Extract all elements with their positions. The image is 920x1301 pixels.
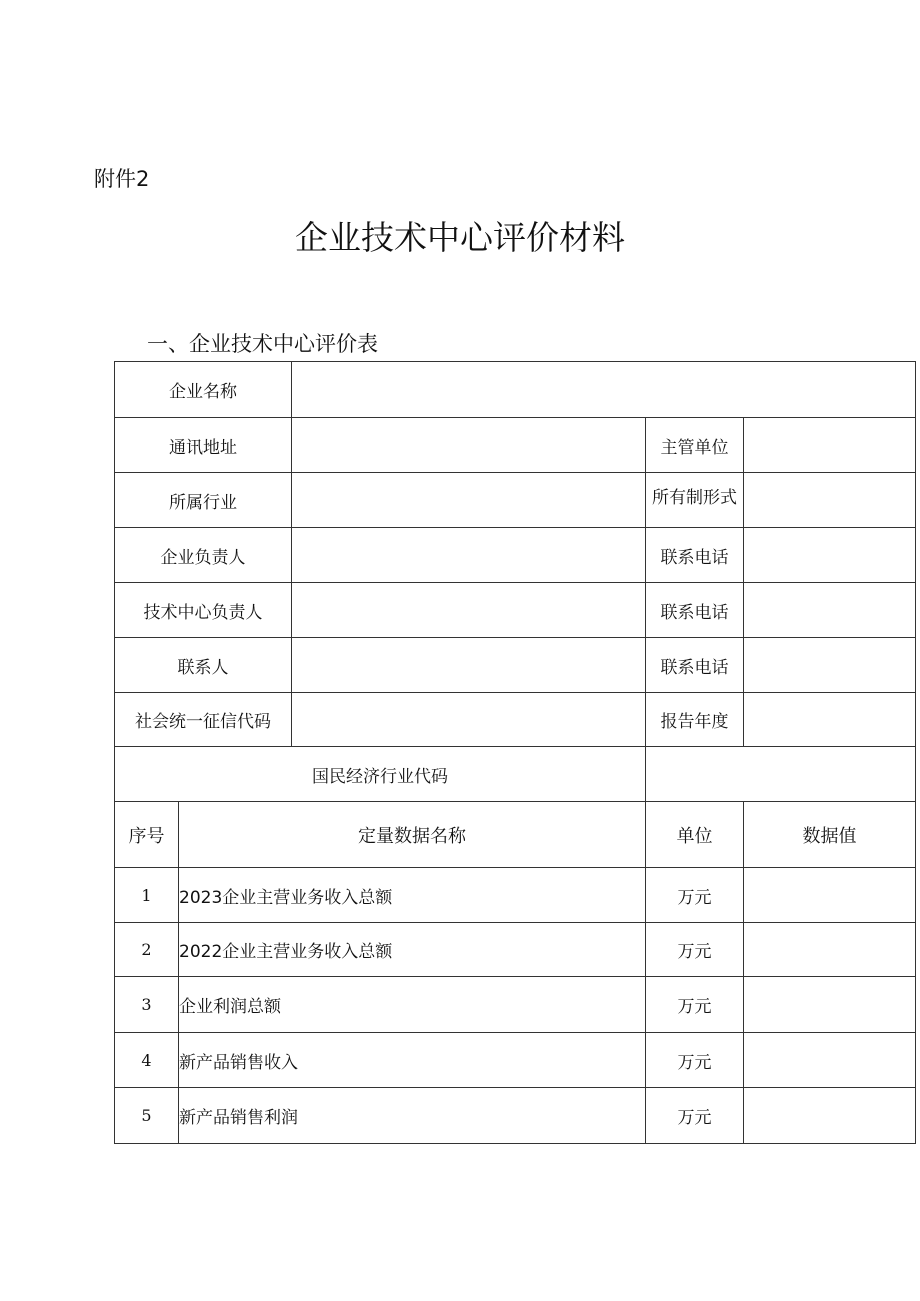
table-row	[115, 923, 916, 977]
row-unit: 万元	[646, 977, 744, 1033]
row-unit: 万元	[646, 868, 744, 923]
row-value-field[interactable]	[744, 977, 916, 1033]
row-industry	[115, 473, 916, 528]
row-company-name	[115, 362, 916, 418]
row-value-field[interactable]	[744, 923, 916, 977]
field-company-name[interactable]	[292, 362, 916, 418]
row-unit: 万元	[646, 1033, 744, 1088]
field-phone-2[interactable]	[744, 583, 916, 638]
field-report-year[interactable]	[744, 693, 916, 747]
field-credit-code[interactable]	[292, 693, 646, 747]
label-industry: 所属行业	[115, 473, 292, 528]
field-address[interactable]	[292, 418, 646, 473]
field-tech-head[interactable]	[292, 583, 646, 638]
field-ownership[interactable]	[744, 473, 916, 528]
label-contact-person: 联系人	[115, 638, 292, 693]
label-tech-head: 技术中心负责人	[115, 583, 292, 638]
row-name: 新产品销售利润	[179, 1088, 646, 1144]
row-value-field[interactable]	[744, 868, 916, 923]
row-credit-code	[115, 693, 916, 747]
document-title: 企业技术中心评价材料	[295, 218, 625, 257]
evaluation-table	[114, 361, 916, 1144]
header-value: 数据值	[744, 802, 916, 868]
field-supervisor[interactable]	[744, 418, 916, 473]
label-company-name: 企业名称	[115, 362, 292, 418]
label-supervisor: 主管单位	[646, 418, 744, 473]
row-value-field[interactable]	[744, 1088, 916, 1144]
table-row	[115, 1088, 916, 1144]
header-unit: 单位	[646, 802, 744, 868]
row-seq: 1	[115, 868, 179, 923]
label-address: 通讯地址	[115, 418, 292, 473]
row-unit: 万元	[646, 923, 744, 977]
label-ownership: 所有制形式	[646, 473, 744, 528]
header-seq: 序号	[115, 802, 179, 868]
row-industry-code	[115, 747, 916, 802]
label-phone-2: 联系电话	[646, 583, 744, 638]
row-company-head	[115, 528, 916, 583]
table-row	[115, 868, 916, 923]
field-company-head[interactable]	[292, 528, 646, 583]
row-seq: 2	[115, 923, 179, 977]
label-report-year: 报告年度	[646, 693, 744, 747]
row-tech-head	[115, 583, 916, 638]
row-contact-person	[115, 638, 916, 693]
field-industry-code[interactable]	[646, 747, 916, 802]
field-phone-3[interactable]	[744, 638, 916, 693]
table-row	[115, 977, 916, 1033]
row-seq: 4	[115, 1033, 179, 1088]
row-name: 新产品销售收入	[179, 1033, 646, 1088]
row-unit: 万元	[646, 1088, 744, 1144]
quant-header-row	[115, 802, 916, 868]
field-contact-person[interactable]	[292, 638, 646, 693]
field-industry[interactable]	[292, 473, 646, 528]
attachment-label: 附件2	[94, 167, 150, 191]
row-name: 企业利润总额	[179, 977, 646, 1033]
header-name: 定量数据名称	[179, 802, 646, 868]
section-title: 一、企业技术中心评价表	[147, 332, 378, 356]
field-phone-1[interactable]	[744, 528, 916, 583]
row-value-field[interactable]	[744, 1033, 916, 1088]
label-phone-1: 联系电话	[646, 528, 744, 583]
label-industry-code: 国民经济行业代码	[115, 747, 646, 802]
row-name: 2023企业主营业务收入总额	[179, 868, 646, 923]
row-seq: 3	[115, 977, 179, 1033]
row-address	[115, 418, 916, 473]
label-credit-code: 社会统一征信代码	[115, 693, 292, 747]
row-seq: 5	[115, 1088, 179, 1144]
row-name: 2022企业主营业务收入总额	[179, 923, 646, 977]
label-company-head: 企业负责人	[115, 528, 292, 583]
table-row	[115, 1033, 916, 1088]
label-phone-3: 联系电话	[646, 638, 744, 693]
